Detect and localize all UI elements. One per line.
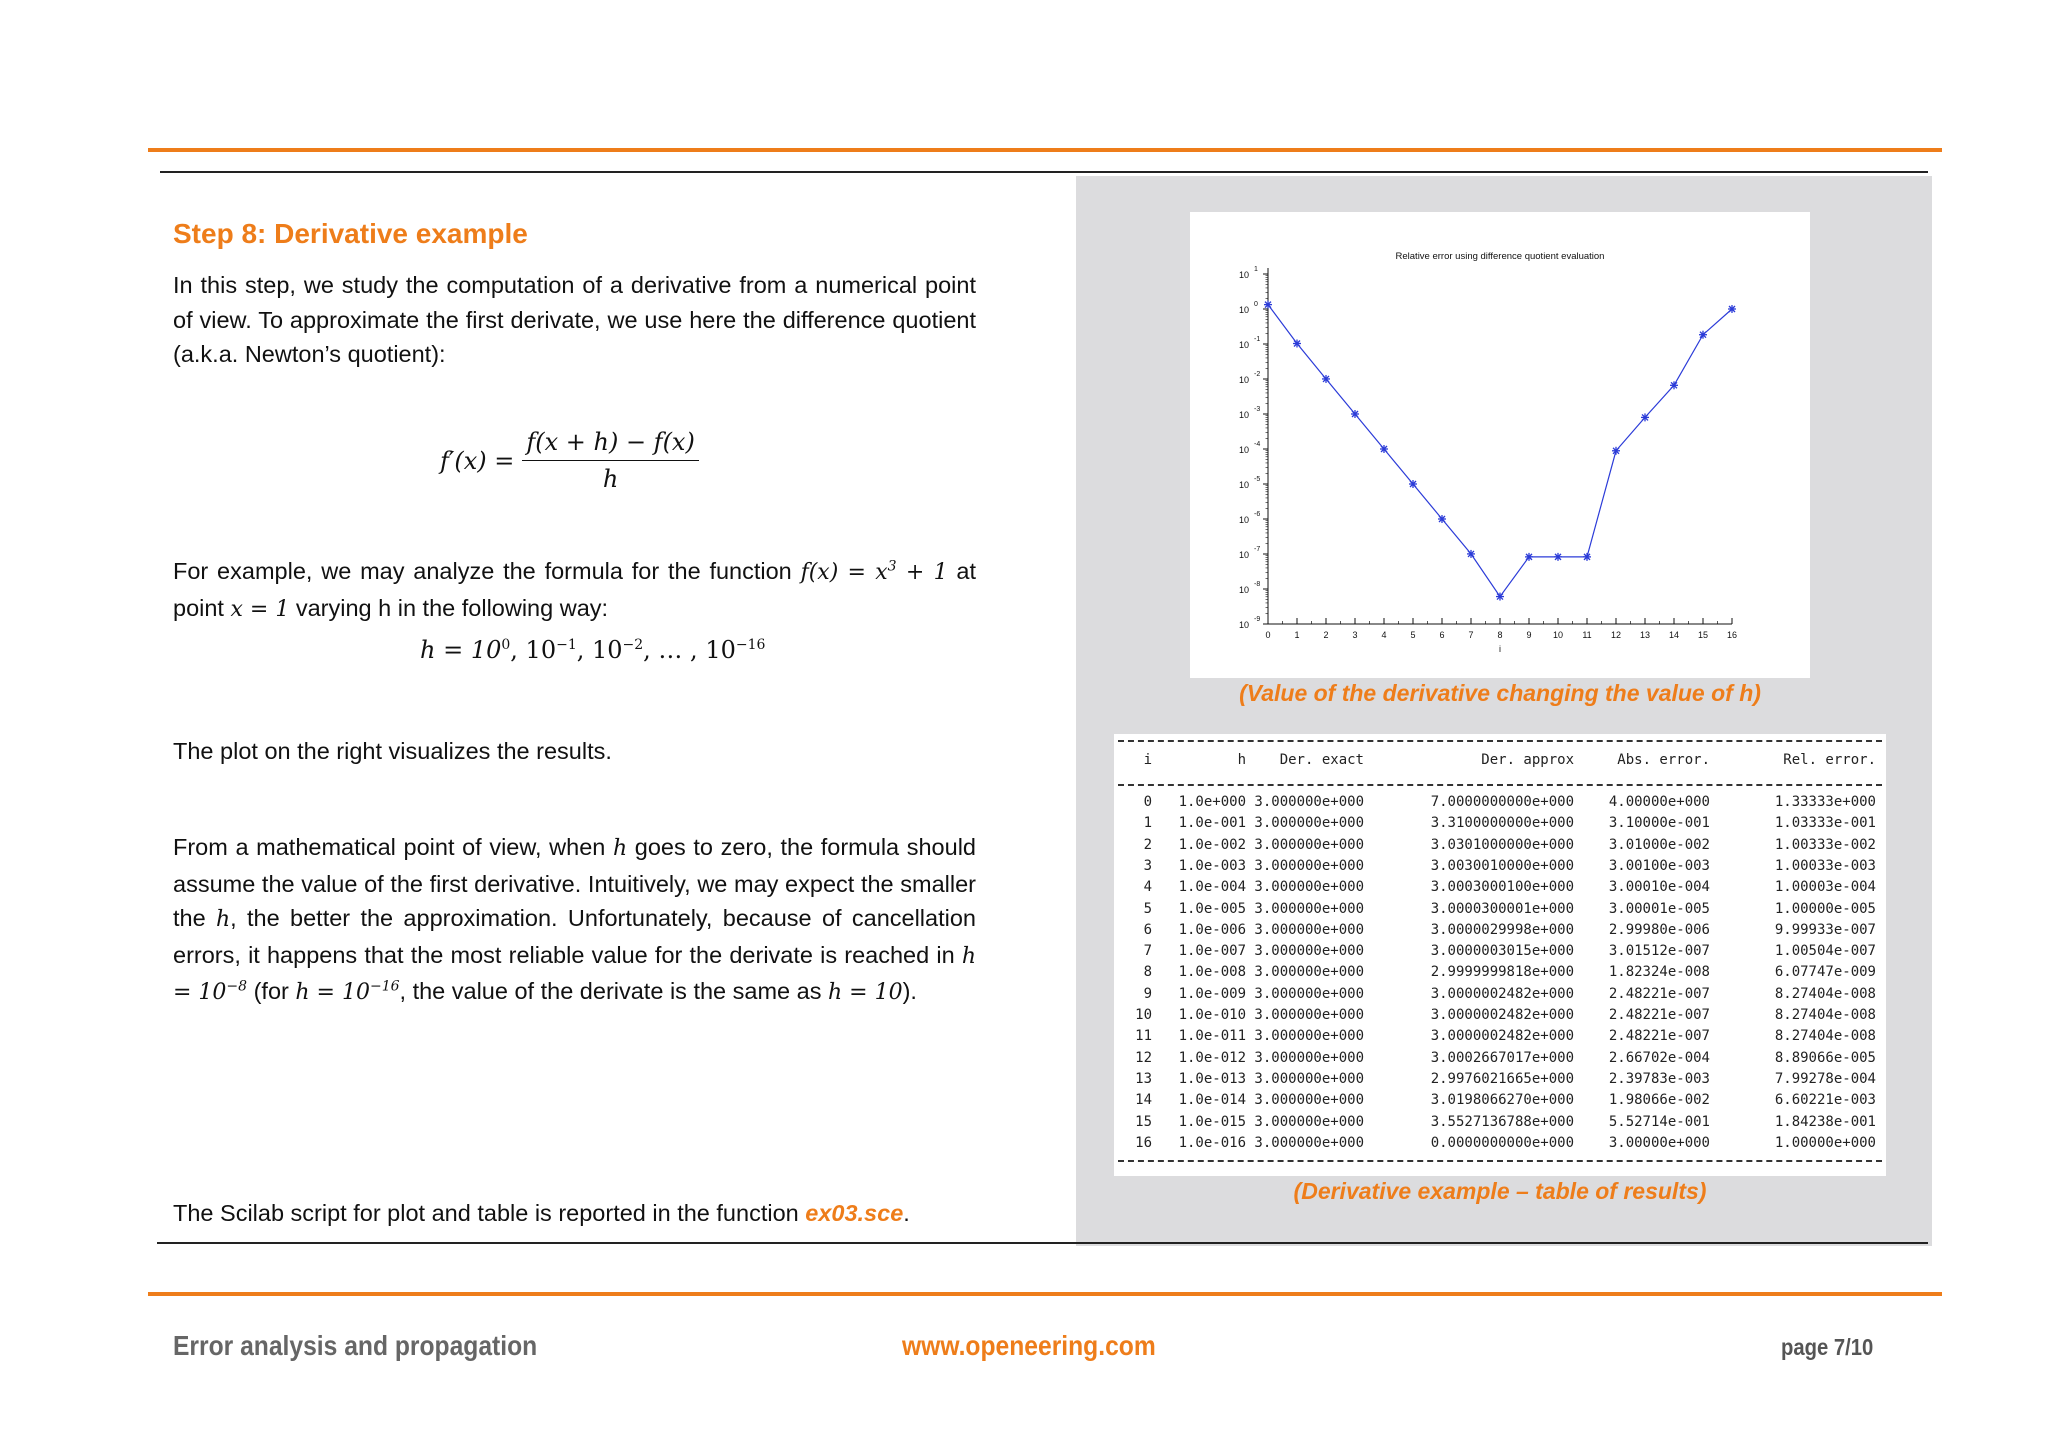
cell-der-exact: 3.000000e+000 bbox=[1254, 1070, 1364, 1087]
data-point bbox=[1380, 445, 1388, 453]
series-line bbox=[1268, 305, 1732, 597]
cell-der-approx: 3.3100000000e+000 bbox=[1430, 815, 1574, 832]
content-bottom-rule bbox=[157, 1242, 1928, 1244]
data-point bbox=[1322, 375, 1330, 383]
cell-abs-error: 1.98066e-002 bbox=[1608, 1092, 1710, 1109]
cell-h: 1.0e-009 bbox=[1178, 985, 1246, 1002]
y-tick-base: 10 bbox=[1238, 515, 1250, 525]
table-row bbox=[1114, 1028, 1886, 1049]
table-row bbox=[1114, 1007, 1886, 1028]
cell-abs-error: 1.82324e-008 bbox=[1608, 964, 1710, 981]
table-row bbox=[1114, 1114, 1886, 1135]
cell-rel-error: 1.00000e+000 bbox=[1774, 1134, 1876, 1151]
chart-container bbox=[1190, 212, 1810, 678]
analysis-eq3: h = 10 bbox=[827, 980, 903, 1005]
footer-title: Error analysis and propagation bbox=[173, 1330, 538, 1361]
cell-i: 10 bbox=[1135, 1007, 1152, 1023]
cell-der-approx: 3.0301000000e+000 bbox=[1430, 836, 1574, 853]
cell-der-approx: 3.0198066270e+000 bbox=[1430, 1092, 1574, 1109]
x-axis-label: i bbox=[1499, 644, 1501, 654]
data-point bbox=[1699, 331, 1707, 339]
formula-denominator: h bbox=[602, 465, 619, 493]
cell-der-approx: 3.0003000100e+000 bbox=[1430, 879, 1574, 896]
data-point bbox=[1438, 515, 1446, 523]
data-point bbox=[1264, 301, 1272, 309]
cell-h: 1.0e-006 bbox=[1178, 921, 1246, 938]
formula-numerator: f(x + h) − f(x) bbox=[522, 428, 698, 461]
cell-i: 6 bbox=[1143, 921, 1152, 938]
cell-i: 14 bbox=[1135, 1092, 1152, 1109]
x-tick-label: 3 bbox=[1352, 630, 1358, 640]
data-point bbox=[1583, 553, 1591, 561]
data-point bbox=[1728, 305, 1736, 313]
cell-der-approx: 3.5527136788e+000 bbox=[1430, 1113, 1574, 1130]
x-tick-label: 11 bbox=[1582, 630, 1592, 640]
y-tick-exponent: 0 bbox=[1254, 301, 1258, 308]
cell-i: 8 bbox=[1143, 964, 1152, 981]
cell-abs-error: 2.99980e-006 bbox=[1608, 921, 1710, 938]
cell-h: 1.0e-003 bbox=[1178, 857, 1246, 874]
y-tick-base: 10 bbox=[1238, 445, 1250, 455]
y-tick-base: 10 bbox=[1238, 620, 1250, 630]
table-row bbox=[1114, 815, 1886, 836]
table-header-row bbox=[1114, 752, 1886, 773]
x-tick-label: 15 bbox=[1697, 630, 1709, 640]
plot-note: The plot on the right visualizes the results. bbox=[173, 738, 612, 764]
cell-der-exact: 3.000000e+000 bbox=[1254, 943, 1364, 960]
header-abs-error: Abs. error. bbox=[1617, 752, 1710, 768]
data-point bbox=[1554, 553, 1562, 561]
cell-der-exact: 3.000000e+000 bbox=[1254, 815, 1364, 832]
cell-i: 3 bbox=[1143, 857, 1152, 874]
cell-h: 1.0e-013 bbox=[1178, 1070, 1246, 1087]
footer-orange-rule bbox=[148, 1292, 1942, 1296]
cell-abs-error: 2.48221e-007 bbox=[1608, 1007, 1710, 1023]
chart-title: Relative error using difference quotient evaluation bbox=[1395, 251, 1605, 262]
cell-rel-error: 1.33333e+000 bbox=[1774, 794, 1876, 810]
cell-rel-error: 8.89066e-005 bbox=[1774, 1049, 1876, 1066]
cell-i: 15 bbox=[1135, 1113, 1152, 1130]
header-rel-error: Rel. error. bbox=[1783, 752, 1876, 768]
cell-h: 1.0e-011 bbox=[1178, 1028, 1246, 1045]
cell-der-exact: 3.000000e+000 bbox=[1254, 857, 1364, 874]
analysis-paragraph bbox=[173, 830, 976, 1011]
header-i: i bbox=[1143, 752, 1152, 768]
x-tick-label: 9 bbox=[1526, 630, 1532, 640]
y-tick-exponent: -4 bbox=[1254, 441, 1261, 448]
cell-rel-error: 7.99278e-004 bbox=[1774, 1070, 1876, 1087]
y-tick-base: 10 bbox=[1238, 270, 1250, 280]
cell-der-exact: 3.000000e+000 bbox=[1254, 879, 1364, 896]
y-tick-base: 10 bbox=[1238, 340, 1250, 350]
analysis-t6: ). bbox=[902, 978, 917, 1004]
cell-i: 16 bbox=[1135, 1134, 1152, 1151]
cell-h: 1.0e-008 bbox=[1178, 964, 1246, 981]
x-tick-label: 7 bbox=[1468, 630, 1474, 640]
cell-abs-error: 2.66702e-004 bbox=[1608, 1049, 1710, 1066]
cell-der-exact: 3.000000e+000 bbox=[1254, 1028, 1364, 1045]
y-tick-exponent: -6 bbox=[1254, 511, 1261, 518]
x-tick-label: 16 bbox=[1726, 630, 1738, 640]
table-row bbox=[1114, 943, 1886, 964]
cell-i: 7 bbox=[1143, 943, 1152, 960]
cell-der-exact: 3.000000e+000 bbox=[1254, 921, 1364, 938]
y-tick-exponent: -7 bbox=[1254, 546, 1261, 553]
cell-der-approx: 3.0000003015e+000 bbox=[1430, 943, 1574, 960]
example-paragraph bbox=[173, 554, 976, 627]
data-point bbox=[1670, 381, 1678, 389]
hseq-exp-16: −16 bbox=[735, 637, 766, 653]
cell-abs-error: 3.00010e-004 bbox=[1608, 879, 1710, 896]
eq2-body: h = 10 bbox=[295, 980, 370, 1005]
intro-paragraph: In this step, we study the computation of a derivative from a numerical point of view. To approximate the first derivate, we use here the difference quotient (a.k.a. Newton’s quotient): bbox=[173, 272, 976, 367]
x-tick-label: 4 bbox=[1381, 630, 1387, 640]
table-row bbox=[1114, 858, 1886, 879]
y-tick-exponent: -9 bbox=[1254, 616, 1261, 623]
table-row bbox=[1114, 837, 1886, 858]
formula-fraction bbox=[522, 428, 698, 493]
cell-i: 4 bbox=[1143, 879, 1152, 896]
cell-rel-error: 1.03333e-001 bbox=[1774, 815, 1876, 832]
header-der-exact: Der. exact bbox=[1279, 752, 1364, 768]
script-note-end: . bbox=[903, 1200, 910, 1226]
table-row bbox=[1114, 986, 1886, 1007]
cell-der-exact: 3.000000e+000 bbox=[1254, 1113, 1364, 1130]
cell-der-approx: 3.0000002482e+000 bbox=[1430, 1007, 1574, 1023]
cell-i: 5 bbox=[1143, 900, 1152, 917]
hseq-exp-2: −2 bbox=[622, 637, 644, 653]
cell-h: 1.0e-016 bbox=[1178, 1134, 1246, 1151]
cell-i: 0 bbox=[1143, 794, 1152, 810]
hseq-exp-1: −1 bbox=[556, 637, 577, 653]
h-sequence: $h = 10^0$, $10^{-1}$, $10^{-2}$, … , $10^{-16}$ bbox=[420, 636, 766, 664]
cell-der-exact: 3.000000e+000 bbox=[1254, 1092, 1364, 1109]
cell-der-approx: 3.0000002482e+000 bbox=[1430, 985, 1574, 1002]
cell-rel-error: 8.27404e-008 bbox=[1774, 1028, 1876, 1045]
cell-der-approx: 2.9976021665e+000 bbox=[1430, 1070, 1574, 1087]
y-tick-exponent: -8 bbox=[1254, 581, 1261, 588]
cell-abs-error: 3.01000e-002 bbox=[1608, 836, 1710, 853]
difference-quotient-formula bbox=[440, 428, 699, 493]
x-tick-label: 14 bbox=[1668, 630, 1680, 640]
cell-rel-error: 6.60221e-003 bbox=[1774, 1092, 1876, 1109]
cell-h: 1.0e-015 bbox=[1178, 1113, 1246, 1130]
y-tick-base: 10 bbox=[1238, 410, 1250, 420]
formula-lhs: f′(x) = bbox=[440, 446, 515, 475]
cell-i: 11 bbox=[1135, 1028, 1152, 1045]
y-tick-exponent: 1 bbox=[1254, 266, 1258, 273]
plot-caption: (Value of the derivative changing the value of h) bbox=[1239, 680, 1761, 706]
example-function bbox=[801, 560, 948, 585]
function-body: f(x) = x bbox=[800, 560, 888, 585]
header-der-approx: Der. approx bbox=[1481, 752, 1574, 768]
results-table bbox=[1114, 734, 1886, 1176]
cell-h: 1.0e-004 bbox=[1178, 879, 1246, 896]
footer-url[interactable]: www.openeering.com bbox=[902, 1330, 1156, 1361]
header-orange-rule bbox=[148, 148, 1942, 152]
cell-abs-error: 2.48221e-007 bbox=[1608, 985, 1710, 1002]
cell-abs-error: 3.00000e+000 bbox=[1608, 1134, 1710, 1151]
cell-rel-error: 8.27404e-008 bbox=[1774, 1007, 1876, 1023]
cell-der-exact: 3.000000e+000 bbox=[1254, 1007, 1364, 1023]
eq2-exp: −16 bbox=[369, 978, 400, 995]
cell-i: 2 bbox=[1143, 836, 1152, 853]
table-row bbox=[1114, 1050, 1886, 1071]
cell-der-approx: 3.0002667017e+000 bbox=[1430, 1049, 1574, 1066]
cell-der-approx: 2.9999999818e+000 bbox=[1430, 964, 1574, 981]
example-text-a: For example, we may analyze the formula for the function bbox=[173, 558, 801, 584]
analysis-t5: , the value of the derivate is the same as bbox=[399, 978, 828, 1004]
cell-i: 9 bbox=[1143, 985, 1152, 1002]
cell-der-exact: 3.000000e+000 bbox=[1254, 1134, 1364, 1151]
data-point bbox=[1496, 593, 1504, 601]
data-point bbox=[1641, 413, 1649, 421]
analysis-t3: , the better the approximation. Unfortunately, because of cancellation errors, it happens that the most reliable value for the derivate is reached in bbox=[173, 905, 976, 968]
table-row bbox=[1114, 1135, 1886, 1156]
data-point bbox=[1351, 410, 1359, 418]
hseq-prefix: h = 10 bbox=[420, 636, 502, 664]
table-row bbox=[1114, 922, 1886, 943]
y-tick-base: 10 bbox=[1238, 480, 1250, 490]
cell-der-approx: 3.0030010000e+000 bbox=[1430, 857, 1574, 874]
header-black-rule bbox=[160, 171, 1928, 173]
y-tick-exponent: -2 bbox=[1254, 371, 1261, 378]
cell-abs-error: 3.00001e-005 bbox=[1608, 900, 1710, 917]
table-row bbox=[1114, 901, 1886, 922]
cell-rel-error: 1.00504e-007 bbox=[1774, 943, 1876, 960]
table-row bbox=[1114, 1071, 1886, 1092]
cell-der-exact: 3.000000e+000 bbox=[1254, 985, 1364, 1002]
table-row bbox=[1114, 879, 1886, 900]
table-row bbox=[1114, 794, 1886, 815]
y-tick-exponent: -3 bbox=[1254, 406, 1261, 413]
table-row bbox=[1114, 1092, 1886, 1113]
eq1-exp: −8 bbox=[226, 978, 248, 995]
cell-rel-error: 6.07747e-009 bbox=[1774, 964, 1876, 981]
example-text-b: at point bbox=[173, 558, 976, 621]
cell-der-exact: 3.000000e+000 bbox=[1254, 1049, 1364, 1066]
section-heading: Step 8: Derivative example bbox=[173, 218, 528, 249]
x-tick-label: 10 bbox=[1552, 630, 1564, 640]
data-point bbox=[1525, 553, 1533, 561]
cell-i: 1 bbox=[1143, 815, 1152, 832]
cell-der-exact: 3.000000e+000 bbox=[1254, 836, 1364, 853]
y-tick-exponent: -1 bbox=[1254, 336, 1261, 343]
data-point bbox=[1467, 550, 1475, 558]
script-file-link[interactable]: ex03.sce bbox=[805, 1200, 904, 1226]
cell-abs-error: 5.52714e-001 bbox=[1608, 1113, 1710, 1130]
cell-abs-error: 3.10000e-001 bbox=[1608, 815, 1710, 832]
cell-der-exact: 3.000000e+000 bbox=[1254, 964, 1364, 981]
example-point: x = 1 bbox=[230, 596, 290, 622]
cell-rel-error: 1.00033e-003 bbox=[1774, 857, 1876, 874]
cell-abs-error: 3.00100e-003 bbox=[1608, 857, 1710, 874]
table-row bbox=[1114, 964, 1886, 985]
table-rule-top bbox=[1118, 740, 1882, 742]
cell-h: 1.0e-014 bbox=[1178, 1092, 1246, 1109]
cell-h: 1.0e-002 bbox=[1178, 836, 1246, 853]
cell-der-exact: 3.000000e+000 bbox=[1254, 794, 1364, 810]
data-point bbox=[1409, 480, 1417, 488]
cell-rel-error: 8.27404e-008 bbox=[1774, 985, 1876, 1002]
cell-der-approx: 0.0000000000e+000 bbox=[1430, 1134, 1574, 1151]
eq1-body: h = 10 bbox=[173, 943, 976, 1005]
analysis-h1: h bbox=[613, 836, 628, 861]
analysis-t1: From a mathematical point of view, when bbox=[173, 834, 613, 860]
table-caption: (Derivative example – table of results) bbox=[1293, 1178, 1707, 1204]
x-tick-label: 1 bbox=[1294, 630, 1300, 640]
x-tick-label: 5 bbox=[1410, 630, 1416, 640]
cell-abs-error: 4.00000e+000 bbox=[1608, 794, 1710, 810]
cell-rel-error: 1.00003e-004 bbox=[1774, 879, 1876, 896]
footer-page-number: page 7/10 bbox=[1781, 1334, 1874, 1360]
cell-i: 12 bbox=[1135, 1049, 1152, 1066]
y-tick-exponent: -5 bbox=[1254, 476, 1261, 483]
cell-der-approx: 3.0000029998e+000 bbox=[1430, 921, 1574, 938]
cell-rel-error: 1.84238e-001 bbox=[1774, 1113, 1876, 1130]
function-tail: + 1 bbox=[896, 560, 948, 585]
cell-rel-error: 1.00000e-005 bbox=[1774, 900, 1876, 917]
cell-der-approx: 3.0000300001e+000 bbox=[1430, 900, 1574, 917]
x-tick-label: 0 bbox=[1265, 630, 1271, 640]
y-tick-base: 10 bbox=[1238, 550, 1250, 560]
cell-i: 13 bbox=[1135, 1070, 1152, 1087]
cell-h: 1.0e-010 bbox=[1178, 1007, 1246, 1023]
header-h: h bbox=[1237, 752, 1246, 768]
x-tick-label: 8 bbox=[1497, 630, 1503, 640]
x-tick-label: 6 bbox=[1439, 630, 1445, 640]
data-point bbox=[1293, 340, 1301, 348]
analysis-t2: goes to zero, the formula should assume the value of the first derivative. Intuitively, we may expect the smaller the bbox=[173, 834, 976, 931]
cell-h: 1.0e-005 bbox=[1178, 900, 1246, 917]
x-tick-label: 12 bbox=[1610, 630, 1622, 640]
cell-der-exact: 3.000000e+000 bbox=[1254, 900, 1364, 917]
cell-h: 1.0e-012 bbox=[1178, 1049, 1246, 1066]
cell-h: 1.0e+000 bbox=[1178, 794, 1246, 810]
y-tick-base: 10 bbox=[1238, 375, 1250, 385]
script-note bbox=[173, 1196, 976, 1231]
data-point bbox=[1612, 447, 1620, 455]
table-rule-header bbox=[1118, 784, 1882, 786]
table-rule-bottom bbox=[1118, 1160, 1882, 1162]
cell-abs-error: 2.48221e-007 bbox=[1608, 1028, 1710, 1045]
cell-rel-error: 1.00333e-002 bbox=[1774, 836, 1876, 853]
example-text-c: varying h in the following way: bbox=[289, 594, 609, 621]
x-tick-label: 2 bbox=[1323, 630, 1329, 640]
x-tick-label: 13 bbox=[1639, 630, 1651, 640]
hseq-exp-0: 0 bbox=[501, 637, 511, 653]
analysis-h2: h bbox=[216, 907, 231, 932]
script-note-text: The Scilab script for plot and table is reported in the function bbox=[173, 1200, 806, 1226]
analysis-t4: (for bbox=[247, 978, 296, 1004]
y-tick-base: 10 bbox=[1238, 585, 1250, 595]
y-tick-base: 10 bbox=[1238, 305, 1250, 315]
cell-der-approx: 3.0000002482e+000 bbox=[1430, 1028, 1574, 1045]
cell-h: 1.0e-001 bbox=[1178, 815, 1246, 832]
cell-der-approx: 7.0000000000e+000 bbox=[1430, 794, 1574, 810]
analysis-eq2 bbox=[295, 980, 399, 1005]
cell-rel-error: 9.99933e-007 bbox=[1774, 921, 1876, 938]
relative-error-chart bbox=[1190, 212, 1810, 678]
cell-abs-error: 3.01512e-007 bbox=[1608, 943, 1710, 960]
cell-abs-error: 2.39783e-003 bbox=[1608, 1070, 1710, 1087]
cell-h: 1.0e-007 bbox=[1178, 943, 1246, 960]
function-exponent: 3 bbox=[887, 558, 897, 575]
